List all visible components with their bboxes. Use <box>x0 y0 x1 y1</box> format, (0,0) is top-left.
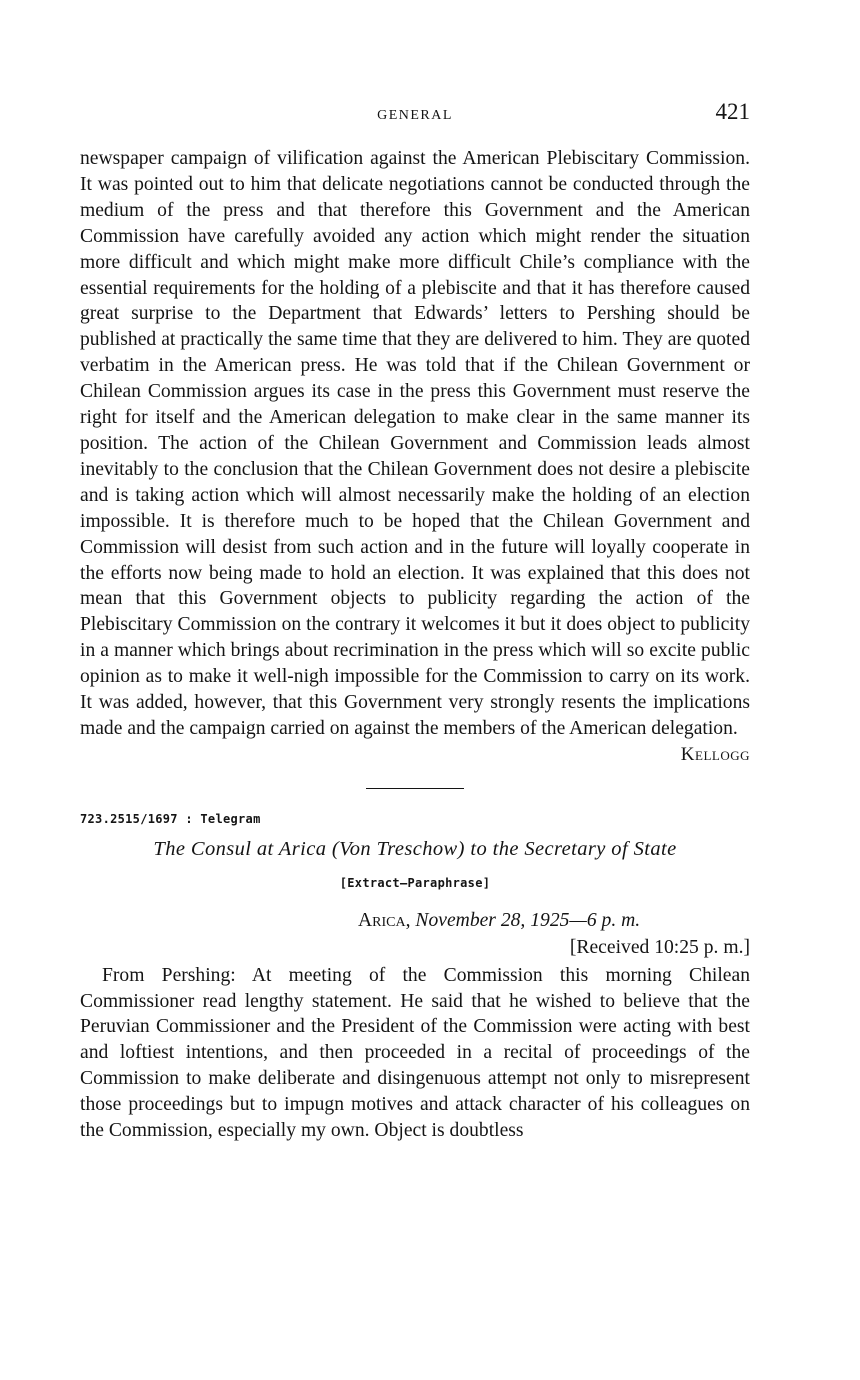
document-note: [Extract—Paraphrase] <box>339 875 491 890</box>
signature: Kellogg <box>680 743 750 765</box>
dateline <box>80 908 750 934</box>
document-page <box>80 96 750 1144</box>
page-number: 421 <box>715 99 750 124</box>
dateline-place: Arica, <box>358 909 411 931</box>
running-title: GENERAL <box>377 108 453 123</box>
telegram-body: From Pershing: At meeting of the Commission this morning Chilean Commissioner read lengthy statement. He said that he wished to believe that the Peruvian Commissioner and the President of the Commission were acting with best and loftiest intentions, and then proceeded in a recital of proceedings of the Commission to make deliberate and disingenuous attempt not only to misrepresent those proceedings but to impugn motives and attack character of his colleagues on the Commission, especially my own. Object is doubtless <box>80 964 750 1142</box>
dateline-date: November 28, 1925—6 p. m. <box>415 909 641 931</box>
section-divider <box>366 788 464 789</box>
received-time: [Received 10:25 p. m.] <box>569 936 750 958</box>
running-header <box>80 96 750 136</box>
file-reference: 723.2515/1697 : Telegram <box>80 811 261 826</box>
document-title: The Consul at Arica (Von Treschow) to the Secretary of State <box>153 837 677 860</box>
continued-paragraph: newspaper campaign of vilification against the American Plebiscitary Commission. It was pointed out to him that delicate negotiations cannot be conducted through the medium of the press and that therefore this Government and the American Commission have carefully avoided any action which might render the situation more difficult and which might make more difficult Chile’s compliance with the essential requirements for the holding of a plebiscite and that it has therefore caused great surprise to the Department that Edwards’ letters to Pershing should be published at practically the same time that they are delivered to him. They are quoted verbatim in the American press. He was told that if the Chilean Government or Chilean Commission argues its case in the press this Government must reserve the right for itself and the American delegation to make clear in the same manner its position. The action of the Chilean Government and Commission leads almost inevitably to the conclusion that the Chilean Government does not desire a plebiscite and is taking action which will almost necessarily make the holding of an election impossible. It is therefore much to be hoped that the Chilean Government and Commission will desist from such action and in the future will loyally cooperate in the efforts now being made to hold an election. It was explained that this does not mean that this Government objects to publicity regarding the action of the Plebiscitary Commission on the contrary it welcomes it but it does object to publicity in a manner which brings about recrimination in the press which will so excite public opinion as to make it well-nigh impossible for the Commission to carry on its work. It was added, however, that this Government very strongly resents the implications made and the campaign carried on against the members of the American delegation. <box>80 148 750 739</box>
